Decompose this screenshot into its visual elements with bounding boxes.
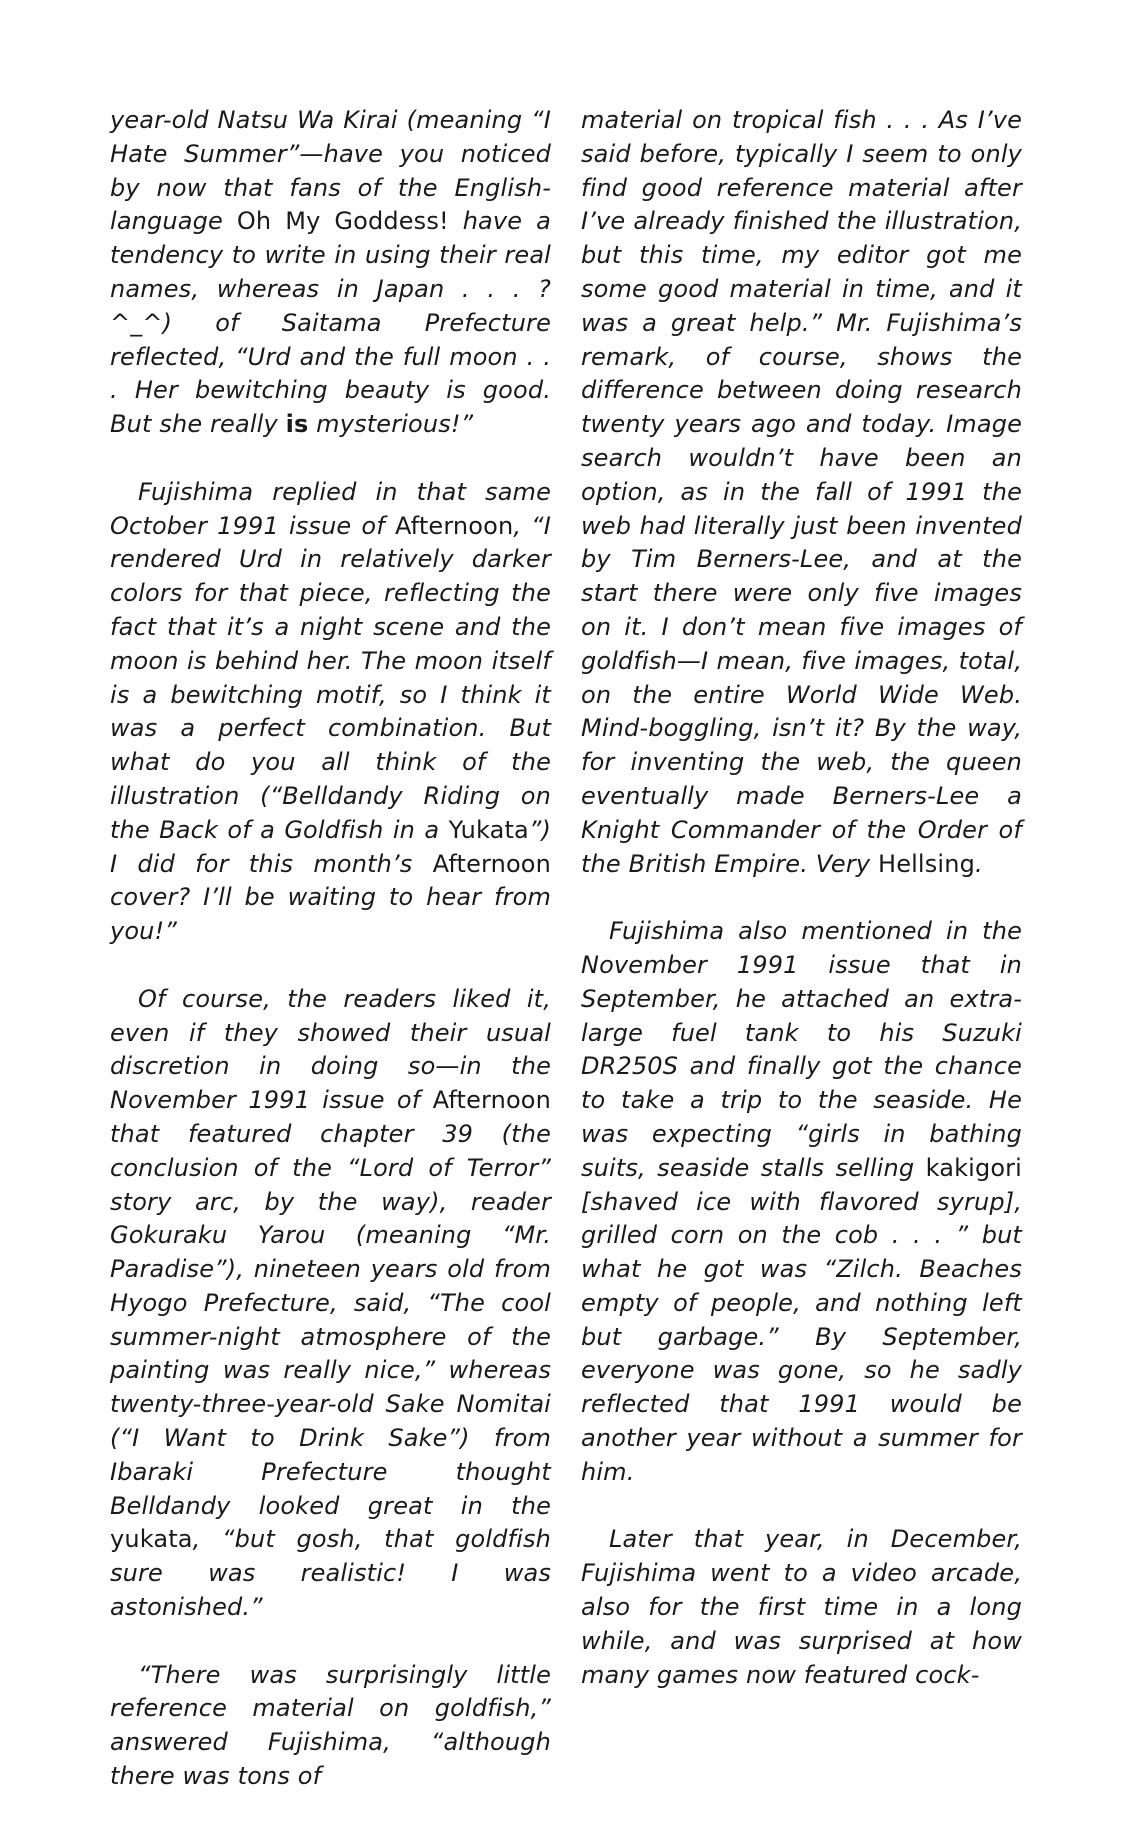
foreign-term: kakigori: [925, 1153, 1022, 1182]
paragraph-text: material on tropical fish . . . As I’ve said before, typically I seem to only find good reference material after I’ve already finished the illustration, but this time, my editor got me some good material in time, and it was a great help.” Mr. Fujishima’s remark, of course, shows the difference between doing research twenty years ago and today. Image search wouldn’t have been an option, as in the fall of 1991 the web had literally just been invented by Tim Berners-Lee, and at the start there were only five images on it. I don’t mean five images of goldfish—I mean, five images, total, on the entire World Wide Web. Mind-boggling, isn’t it? By the way, for inventing the web, the queen eventually made Berners-Lee a Knight Commander of the Order of the British Empire. Very: [581, 106, 1022, 878]
paragraph-text: Later that year, in December, Fujishima went to a video arcade, also for the first time in a long while, and was surprised at how many games now featured cock-: [581, 1525, 1022, 1689]
work-title: Afternoon: [394, 511, 514, 540]
work-title: Afternoon: [432, 849, 551, 878]
foreign-term: yukata: [110, 1525, 193, 1554]
right-column: [581, 104, 1022, 1726]
paragraph: [581, 1523, 1022, 1692]
paragraph: [110, 1659, 551, 1794]
paragraph: [110, 476, 551, 949]
paragraph-text: .: [974, 849, 983, 878]
paragraph-text: , “but gosh, that goldfish sure was realistic! I was astonished.”: [110, 1525, 551, 1622]
work-title: Hellsing: [878, 849, 975, 878]
paragraph: [110, 104, 551, 442]
foreign-term: Yukata: [448, 815, 529, 844]
paragraph-text: “There was surprisingly little reference material on goldfish,” answered Fujishima, “although there was tons of: [110, 1660, 551, 1791]
paragraph-text: year-old Natsu Wa Kirai (meaning “I Hate Summer”—have you noticed by now that fans of the English-language: [110, 106, 551, 236]
paragraph-text: mysterious!”: [308, 410, 474, 439]
paragraph: [581, 915, 1022, 1490]
work-title: Oh My Goddess!: [236, 207, 449, 236]
paragraph-text: [shaved ice with flavored syrup], grilled corn on the cob . . . ” but what he got was “Zilch. Beaches empty of people, and nothing left but garbage.” By September, everyone was gone, so he sadly reflected that 1991 would be another year without a summer for him.: [581, 1187, 1022, 1486]
work-title: Afternoon: [432, 1086, 551, 1115]
paragraph: [581, 104, 1022, 881]
paragraph-text: ”) I did for this month’s: [110, 815, 551, 878]
paragraph-text: cover? I’ll be waiting to hear from you!”: [110, 883, 551, 946]
paragraph-text: Fujishima replied in that same October 1991 issue of: [110, 477, 551, 540]
paragraph-text: Fujishima also mentioned in the November 1991 issue that in September, he attached an extra-large fuel tank to his Suzuki DR250S and finally got the chance to take a trip to the seaside. He was expecting “girls in bathing suits, seaside stalls selling: [581, 917, 1022, 1182]
paragraph-text: , “I rendered Urd in relatively darker colors for that piece, reflecting the fact that it’s a night scene and the moon is behind her. The moon itself is a bewitching motif, so I think it was a perfect combination. But what do you all think of the illustration (“Belldandy Riding on the Back of a Goldfish in a: [110, 511, 551, 844]
left-column: [110, 104, 551, 1828]
paragraph-text: that featured chapter 39 (the conclusion of the “Lord of Terror” story arc, by the way), reader Gokuraku Yarou (meaning “Mr. Paradise”), nineteen years old from Hyogo Prefecture, said, “The cool summer-night atmosphere of the painting was really nice,” whereas twenty-three-year-old Sake Nomitai (“I Want to Drink Sake”) from Ibaraki Prefecture thought Belldandy looked great in the: [110, 1119, 551, 1520]
paragraph-text: Of course, the readers liked it, even if they showed their usual discretion in doing so—in the November 1991 issue of: [110, 984, 551, 1115]
paragraph: [110, 983, 551, 1625]
paragraph-text: have a tendency to write in using their real names, whereas in Japan . . . ? ^_^) of Saitama Prefecture reflected, “Urd and the full moon . . . Her bewitching beauty is good. But she really: [110, 207, 551, 439]
emphasis: is: [285, 410, 309, 439]
